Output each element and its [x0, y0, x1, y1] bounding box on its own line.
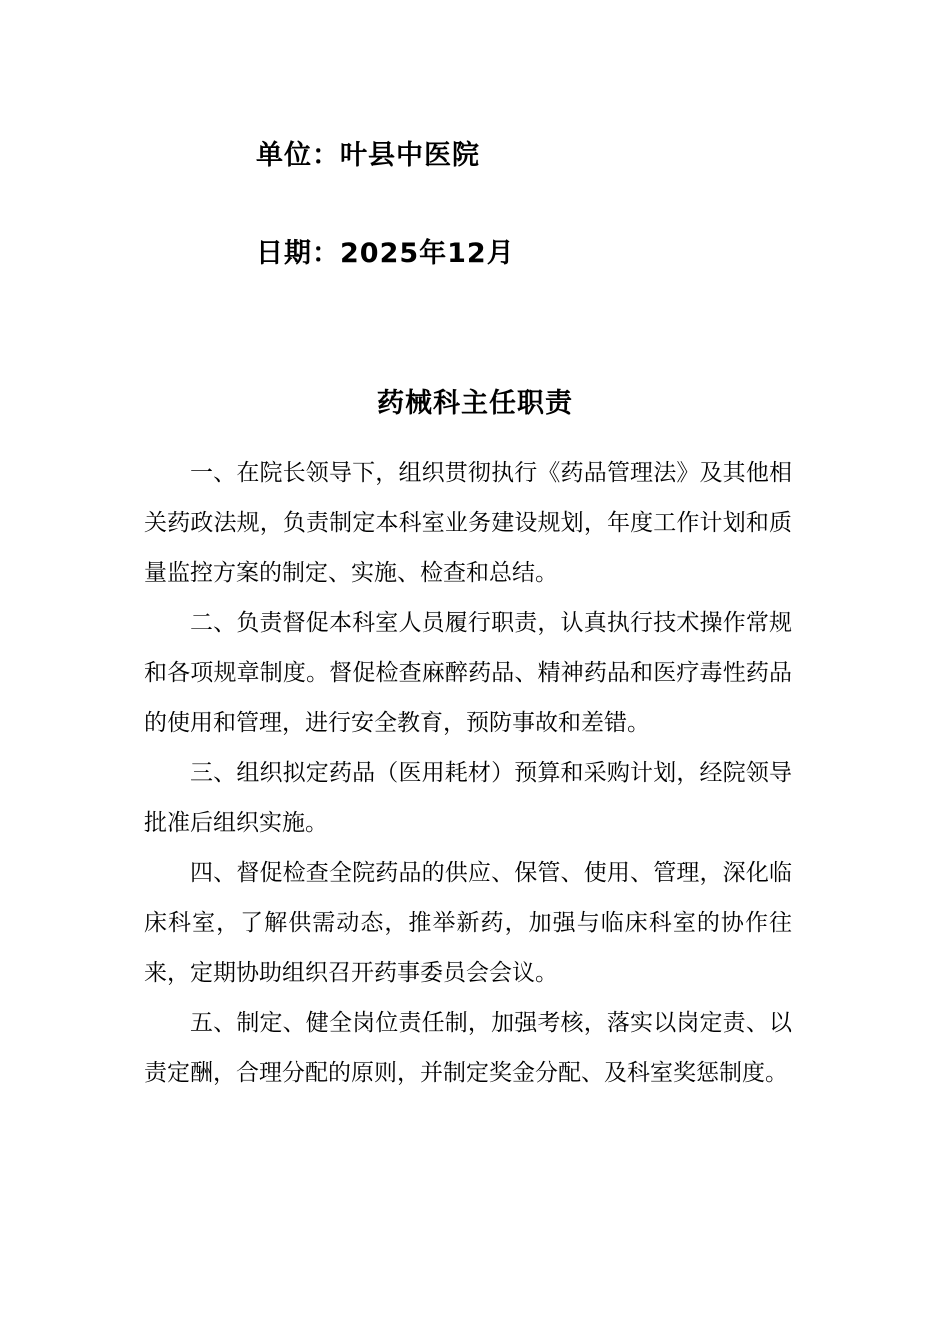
- duty-paragraph-5: 五、制定、健全岗位责任制，加强考核，落实以岗定责、以责定酬，合理分配的原则，并制定奖金分配、及科室奖惩制度。: [144, 1010, 792, 1086]
- date-value: 2025年12月: [340, 238, 515, 269]
- date-label: 日期：: [256, 238, 340, 269]
- document-body: [144, 448, 792, 1098]
- duty-paragraph-3: 三、组织拟定药品（医用耗材）预算和采购计划，经院领导批准后组织实施。: [144, 760, 792, 836]
- unit-label: 单位：: [256, 140, 340, 171]
- unit-line: [256, 133, 480, 172]
- duty-paragraph-2: 二、负责督促本科室人员履行职责，认真执行技术操作常规和各项规章制度。督促检查麻醉药品、精神药品和医疗毒性药品的使用和管理，进行安全教育，预防事故和差错。: [144, 610, 792, 736]
- date-line: [256, 231, 515, 270]
- duty-paragraph-1: 一、在院长领导下，组织贯彻执行《药品管理法》及其他相关药政法规，负责制定本科室业务建设规划，年度工作计划和质量监控方案的制定、实施、检查和总结。: [144, 460, 792, 586]
- duty-paragraph-4: 四、督促检查全院药品的供应、保管、使用、管理，深化临床科室，了解供需动态，推举新药，加强与临床科室的协作往来，定期协助组织召开药事委员会会议。: [144, 860, 792, 986]
- document-title: 药械科主任职责: [377, 388, 573, 419]
- unit-value: 叶县中医院: [340, 140, 480, 171]
